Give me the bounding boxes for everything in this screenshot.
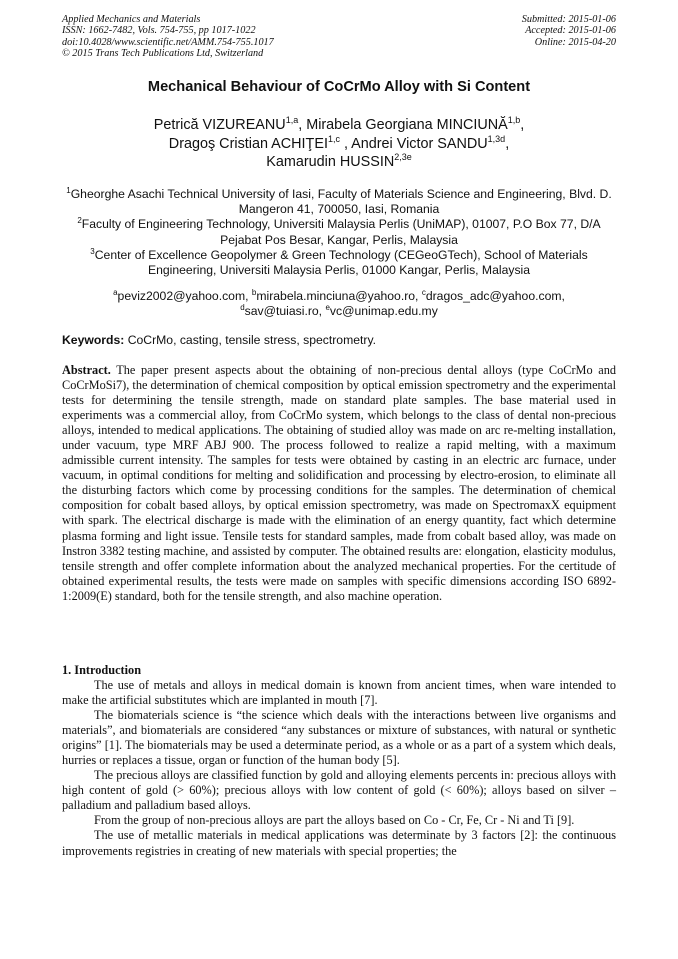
email-link[interactable]: peviz2002@yahoo.com: [117, 289, 246, 303]
online-date: Online: 2015-04-20: [534, 36, 616, 48]
journal-doi: doi:10.4028/www.scientific.net/AMM.754-755.1017: [62, 36, 274, 48]
author-separator: ,: [339, 135, 352, 152]
author-name: Andrei Victor SANDU: [351, 135, 488, 152]
keywords-label: Keywords:: [62, 333, 125, 347]
abstract: [62, 363, 616, 604]
affiliation-sup: 1: [66, 186, 71, 195]
submitted-date: Submitted: 2015-01-06: [521, 14, 616, 25]
journal-info: [62, 14, 274, 60]
email-sup: b: [251, 288, 257, 297]
paragraph: From the group of non-precious alloys are part the alloys based on Co - Cr, Fe, Cr - Ni and Ti [9].: [94, 813, 575, 828]
publication-dates: [522, 14, 616, 48]
introduction-body: [62, 678, 616, 859]
paragraph: The use of metallic materials in medical applications was determinate by 3 factors [2]: the continuous improvements registries in creating of new materials with special properties; the: [62, 828, 616, 858]
affiliation-item: [62, 217, 616, 247]
affiliation-item: [62, 187, 616, 217]
keywords-text: CoCrMo, casting, tensile stress, spectrometry.: [124, 333, 377, 347]
author-name: Mirabela Georgiana MINCIUNĂ: [306, 117, 508, 133]
author-affil-sup: 1,a: [285, 115, 299, 125]
paragraph: The precious alloys are classified function by gold and alloying elements percents in: precious alloys with high content of gold (> 60%); precious alloys with low content of gold (< 60%); alloys based on silver – palladium and palladium based alloys.: [62, 768, 616, 813]
affiliation-sup: 3: [90, 246, 95, 256]
accepted-date: Accepted: 2015-01-06: [525, 25, 616, 37]
affiliation-text: Gheorghe Asachi Technical University of Iasi, Faculty of Materials Science and Engineering, Blvd. D. Mangeron 41, 700050, Iasi, Romania: [70, 187, 612, 217]
author-separator: ,: [520, 117, 525, 133]
journal-copyright: © 2015 Trans Tech Publications Ltd, Switzerland: [62, 48, 264, 60]
email-link[interactable]: vc@unimap.edu.my: [329, 304, 438, 318]
section-heading-introduction: [62, 663, 141, 678]
email-sup: e: [325, 303, 330, 312]
affiliation-text: Faculty of Engineering Technology, Universiti Malaysia Perlis (UniMAP), 01007, P.O Box 77, D/A Pejabat Pos Besar, Kangar, Perlis, Malaysia: [81, 217, 601, 247]
paragraph: The biomaterials science is “the science which deals with the interactions between live organisms and materials”, and biomaterials are considered “any substances or mixture of substances, with natural or synthetic origins” [1]. The biomaterials may be used a determinate period, as a whole or as a part of a system which deals, hurries or replaces a tissue, organ or function of the human body [5].: [62, 708, 616, 768]
email-link[interactable]: mirabela.minciuna@yahoo.ro: [256, 289, 416, 303]
author-separator: ,: [298, 117, 307, 133]
abstract-text: The paper present aspects about the obtaining of non-precious dental alloys (type CoCrMo and CoCrMoSi7), the determination of chemical composition by optical emission spectrometry and the experimental tests for determining the tensile strength, made on standard plate samples. The base material used in experiments was a commercial alloy, from CoCrMo system, which belongs to the class of dental non-precious alloys, intended to medical applications. The obtaining of studied alloy was made on arc re-melting installation, under vacuum, type MRF ABJ 900. The process followed to realize a rapid melting, with a maximum admissible current intensity. The samples for tests were obtained by casting in an electric arc furnace, under vacuum, in optimal conditions for melting and solidification and processing by electro-erosion, to eliminate all the disturbing factors which come by processing conditions for the samples. The determination of chemical composition for cobalt based alloys, by optical emission spectrometry, was made on SpectromaxX equipment with spark. The electrical discharge is made with the elimination of an energy quantity, fact which determine plasma forming and light issue. Tensile tests for standard samples, made from cobalt based alloy, was made on Instron 3382 testing machine, and assisted by computer. The obtained results are: elongation, elasticity modulus, tensile strength and offer complete information about the analyzed mechanical properties. For the certitude of obtained experimental results, the tests were made on samples with specific dimensions according ISO 6892-1:2009(E) standard, both for the tensile strength, and also machine operation.: [62, 363, 616, 603]
author-affil-sup: 2,3e: [394, 152, 412, 163]
affiliation-sup: 2: [77, 216, 82, 226]
journal-issn: ISSN: 1662-7482, Vols. 754-755, pp 1017-1022: [62, 25, 256, 37]
email-link[interactable]: dragos_adc@yahoo.com: [425, 289, 562, 303]
abstract-label: Abstract.: [62, 363, 111, 377]
email-link[interactable]: sav@tuiasi.ro: [244, 304, 319, 318]
author-name: Kamarudin HUSSIN: [266, 154, 395, 171]
author-list: [0, 116, 678, 172]
author-separator: ,: [505, 135, 510, 152]
affiliation-list: [62, 187, 616, 278]
email-list: $^a$peviz2002@yahoo.com, $^b$mirabela.minciuna@yahoo.ro, $^c$dragos_adc@yahoo.com, $^d$sav@tuiasi.ro, $^e$vc@unimap.edu.my: [113, 288, 565, 318]
journal-name: Applied Mechanics and Materials: [62, 14, 201, 25]
paper-title: Mechanical Behaviour of CoCrMo Alloy with Si Content: [147, 79, 531, 95]
author-name: Dragoş Cristian ACHIŢEI: [168, 135, 328, 152]
author-affil-sup: 1,c: [327, 133, 340, 144]
email-sup: a: [113, 288, 118, 297]
email-sup: d: [240, 303, 245, 312]
author-affil-sup: 1,3d: [487, 133, 506, 144]
section-title: . Introduction: [68, 663, 142, 677]
paragraph: The use of metals and alloys in medical domain is known from ancient times, when ware intended to make the artificial substitutes which are implanted in mouth [7].: [62, 678, 616, 708]
author-affil-sup: 1,b: [507, 115, 521, 125]
affiliation-item: [62, 248, 616, 278]
email-sup: c: [421, 288, 426, 297]
author-name: Petrică VIZUREANU: [153, 117, 286, 133]
affiliation-text: Center of Excellence Geopolymer & Green Technology (CEGeoGTech), School of Materials Engineering, Universiti Malaysia Perlis, 01000 Kangar, Perlis, Malaysia: [94, 247, 588, 278]
section-number: 1: [62, 663, 69, 677]
keywords: [62, 333, 616, 347]
